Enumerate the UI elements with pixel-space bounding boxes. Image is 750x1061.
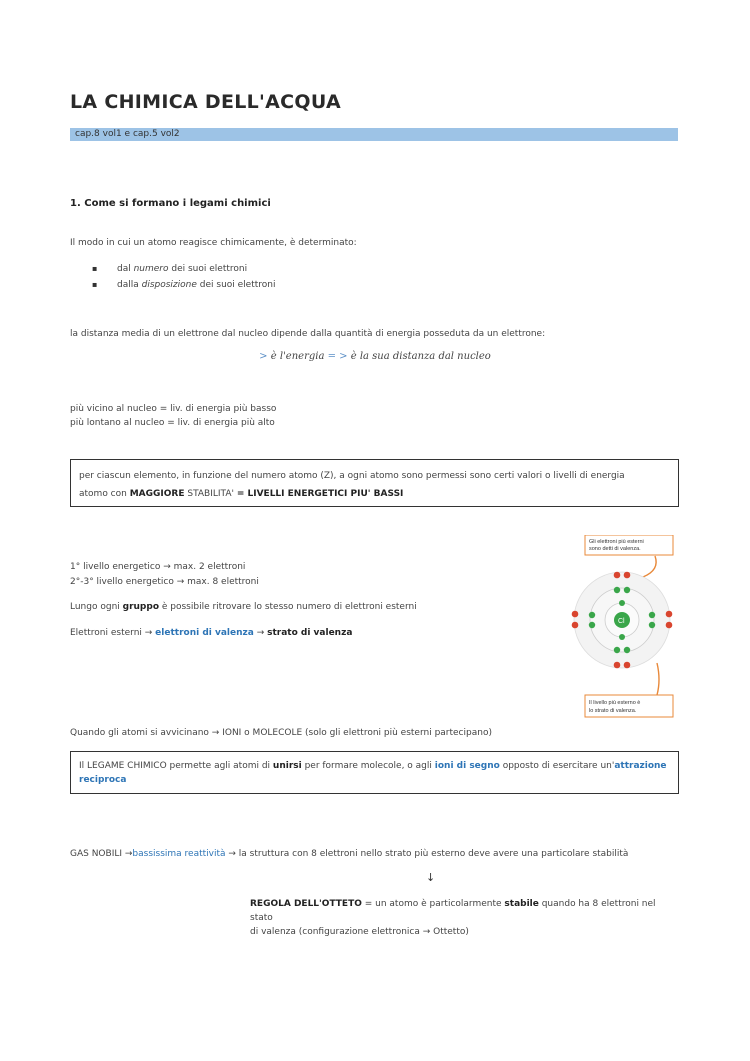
electron — [649, 612, 655, 618]
far-text: più lontano al nucleo = liv. di energia più alto — [70, 418, 275, 428]
valence-electron — [666, 622, 673, 629]
noble-gas-text: GAS NOBILI →bassissima reattività → la struttura con 8 elettroni nello strato più esterno deve avere una particolare stabilità — [70, 849, 629, 859]
distance-text: la distanza media di un elettrone dal nucleo dipende dalla quantità di energia posseduta da un elettrone: — [70, 329, 546, 339]
electron — [619, 600, 625, 606]
chemical-bond-box — [70, 751, 679, 794]
top-label-box — [585, 535, 673, 555]
top-label-line-1: Gli elettroni più esterni — [589, 539, 644, 545]
stability-box — [70, 459, 679, 507]
list-item: ▪ dalla disposizione dei suoi elettroni — [92, 277, 276, 293]
near-text: più vicino al nucleo = liv. di energia più basso — [70, 404, 277, 414]
down-arrow-icon: ↓ — [426, 871, 436, 884]
electron — [614, 647, 620, 653]
intro-text: Il modo in cui un atomo reagisce chimicamente, è determinato: — [70, 238, 357, 248]
stability-line-1: per ciascun elemento, in funzione del numero atomo (Z), a ogni atomo sono permessi sono certi valori o livelli di energia — [79, 471, 625, 481]
ions-text: Quando gli atomi si avvicinano → IONI o MOLECOLE (solo gli elettroni più esterni partecipano) — [70, 728, 492, 738]
bullet-list — [92, 261, 276, 293]
valence-electron — [614, 662, 621, 669]
valence-electron — [624, 572, 631, 579]
valence-text: Elettroni esterni → elettroni di valenza → strato di valenza — [70, 628, 353, 638]
valence-electron — [666, 611, 673, 618]
electron — [619, 634, 625, 640]
page-title: LA CHIMICA DELL'ACQUA — [70, 91, 342, 113]
octet-rule-text: REGOLA DELL'OTTETO = un atomo è particolarmente stabile quando ha 8 elettroni nel stato di valenza (configurazione elettronica → Ottetto) — [250, 899, 656, 937]
nucleus-label: Cl — [618, 618, 625, 625]
electron — [624, 647, 630, 653]
bottom-label-line-1: Il livello più esterno è — [589, 700, 641, 706]
valence-electron — [572, 611, 579, 618]
valence-electron — [624, 662, 631, 669]
chapter-reference: cap.8 vol1 e cap.5 vol2 — [70, 128, 678, 141]
level-2-text: 2°-3° livello energetico → max. 8 elettroni — [70, 577, 259, 587]
atom-diagram — [565, 535, 675, 720]
energy-formula: > è l'energia = > è la sua distanza dal nucleo — [259, 351, 491, 362]
valence-electron — [572, 622, 579, 629]
electron — [624, 587, 630, 593]
bottom-label-line-2: lo strato di valenza. — [589, 708, 637, 714]
electron — [589, 622, 595, 628]
bottom-arrow — [657, 663, 659, 695]
section-heading: 1. Come si formano i legami chimici — [70, 198, 271, 209]
top-arrow — [643, 556, 656, 577]
electron — [649, 622, 655, 628]
electron — [614, 587, 620, 593]
level-1-text: 1° livello energetico → max. 2 elettroni — [70, 562, 246, 572]
bond-text: Il LEGAME CHIMICO permette agli atomi di unirsi per formare molecole, o agli ioni di segno opposto di esercitare un'attrazione reciproca — [79, 761, 667, 785]
list-item: ▪ dal numero dei suoi elettroni — [92, 261, 276, 277]
group-text: Lungo ogni gruppo è possibile ritrovare lo stesso numero di elettroni esterni — [70, 602, 417, 612]
electron — [589, 612, 595, 618]
valence-electron — [614, 572, 621, 579]
top-label-line-2: sono detti di valenza. — [589, 546, 641, 552]
stability-line-2: atomo con MAGGIORE STABILITA' = LIVELLI ENERGETICI PIU' BASSI — [79, 489, 404, 499]
